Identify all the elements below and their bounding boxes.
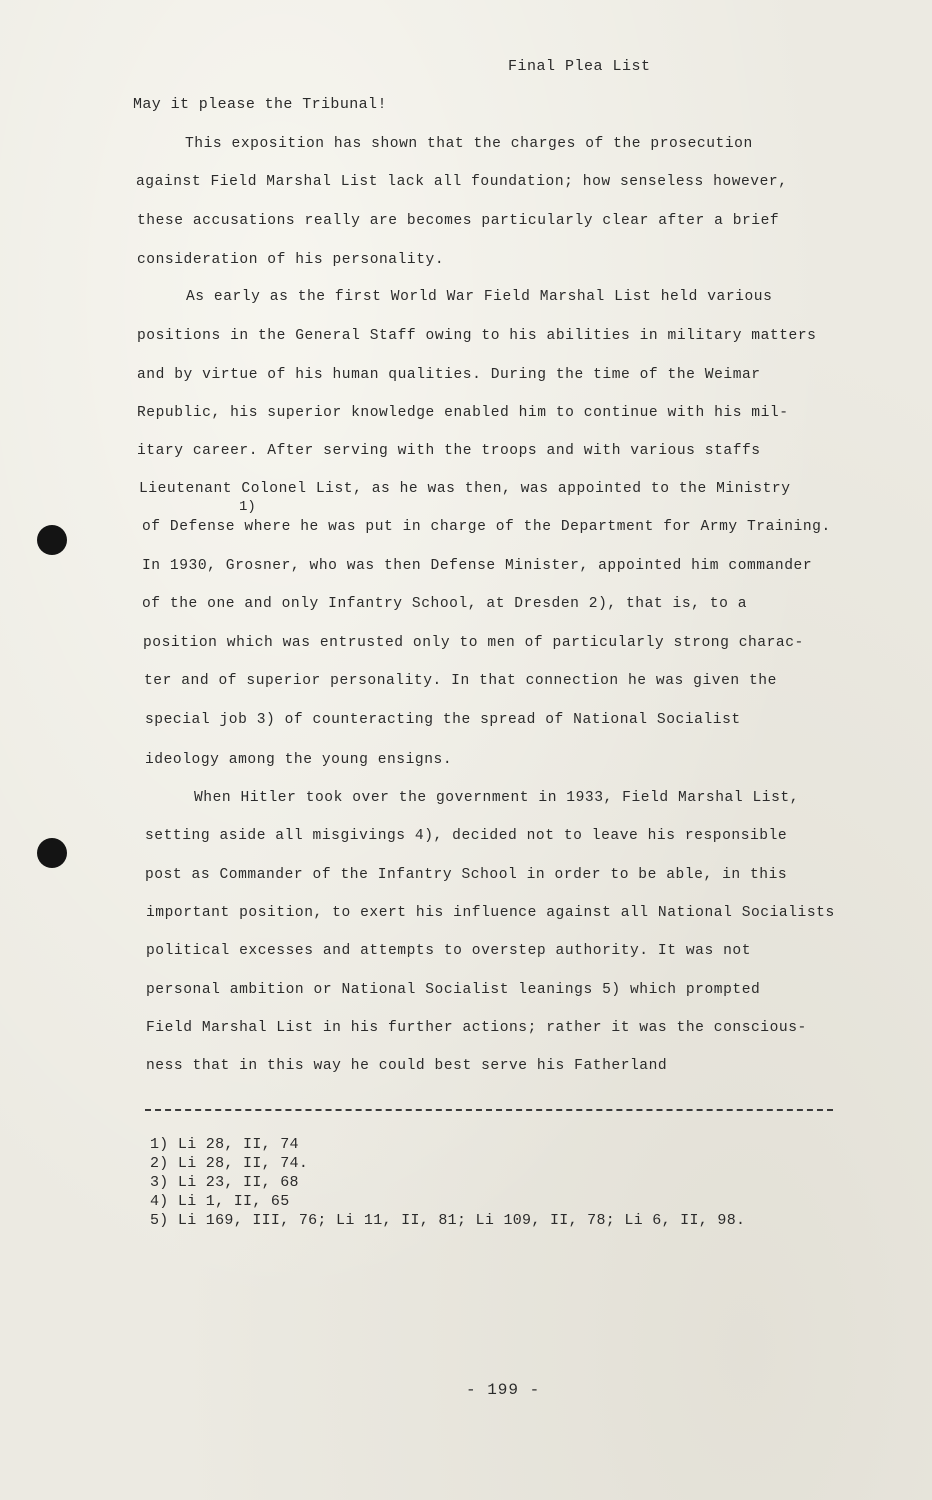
footnote-divider [145,1109,833,1111]
body-line: This exposition has shown that the charges of the prosecution [185,136,753,152]
body-line: of the one and only Infantry School, at Dresden 2), that is, to a [142,596,747,612]
body-line: post as Commander of the Infantry School in order to be able, in this [145,867,788,883]
body-line: special job 3) of counteracting the spread of National Socialist [145,712,741,728]
body-line: position which was entrusted only to men of particularly strong charac- [143,635,804,651]
body-line: positions in the General Staff owing to his abilities in military matters [137,328,817,344]
body-line: Republic, his superior knowledge enabled him to continue with his mil- [137,405,789,421]
body-line: Lieutenant Colonel List, as he was then, was appointed to the Ministry [139,481,791,497]
footnote: 2) Li 28, II, 74. [150,1155,309,1172]
footnote: 1) Li 28, II, 74 [150,1136,299,1153]
body-line: setting aside all misgivings 4), decided not to leave his responsible [145,828,788,844]
body-line: these accusations really are becomes particularly clear after a brief [137,213,780,229]
body-line: As early as the first World War Field Marshal List held various [186,289,773,305]
page-number: - 199 - [466,1381,541,1399]
body-line: Field Marshal List in his further actions; rather it was the conscious- [146,1020,807,1036]
body-line: In 1930, Grosner, who was then Defense Minister, appointed him commander [142,558,813,574]
footnote-marker: 1) [239,499,256,515]
body-line: consideration of his personality. [137,252,445,268]
footnote: 3) Li 23, II, 68 [150,1174,299,1191]
document-header: Final Plea List [508,58,651,75]
body-line: of Defense where he was put in charge of the Department for Army Training. [142,519,831,535]
salutation: May it please the Tribunal! [133,96,387,113]
body-line: important position, to exert his influence against all National Socialists [146,905,835,921]
punch-hole [37,838,67,868]
body-line: When Hitler took over the government in 1933, Field Marshal List, [194,790,799,806]
body-line: ideology among the young ensigns. [145,752,453,768]
footnote: 4) Li 1, II, 65 [150,1193,290,1210]
footnote: 5) Li 169, III, 76; Li 11, II, 81; Li 109, II, 78; Li 6, II, 98. [150,1212,746,1229]
body-line: itary career. After serving with the troops and with various staffs [137,443,761,459]
body-line: against Field Marshal List lack all foundation; how senseless however, [136,174,788,190]
punch-hole [37,525,67,555]
body-line: political excesses and attempts to overstep authority. It was not [146,943,751,959]
body-line: ter and of superior personality. In that connection he was given the [144,673,777,689]
body-line: and by virtue of his human qualities. During the time of the Weimar [137,367,761,383]
body-line: personal ambition or National Socialist leanings 5) which prompted [146,982,761,998]
body-line: ness that in this way he could best serve his Fatherland [146,1058,668,1074]
